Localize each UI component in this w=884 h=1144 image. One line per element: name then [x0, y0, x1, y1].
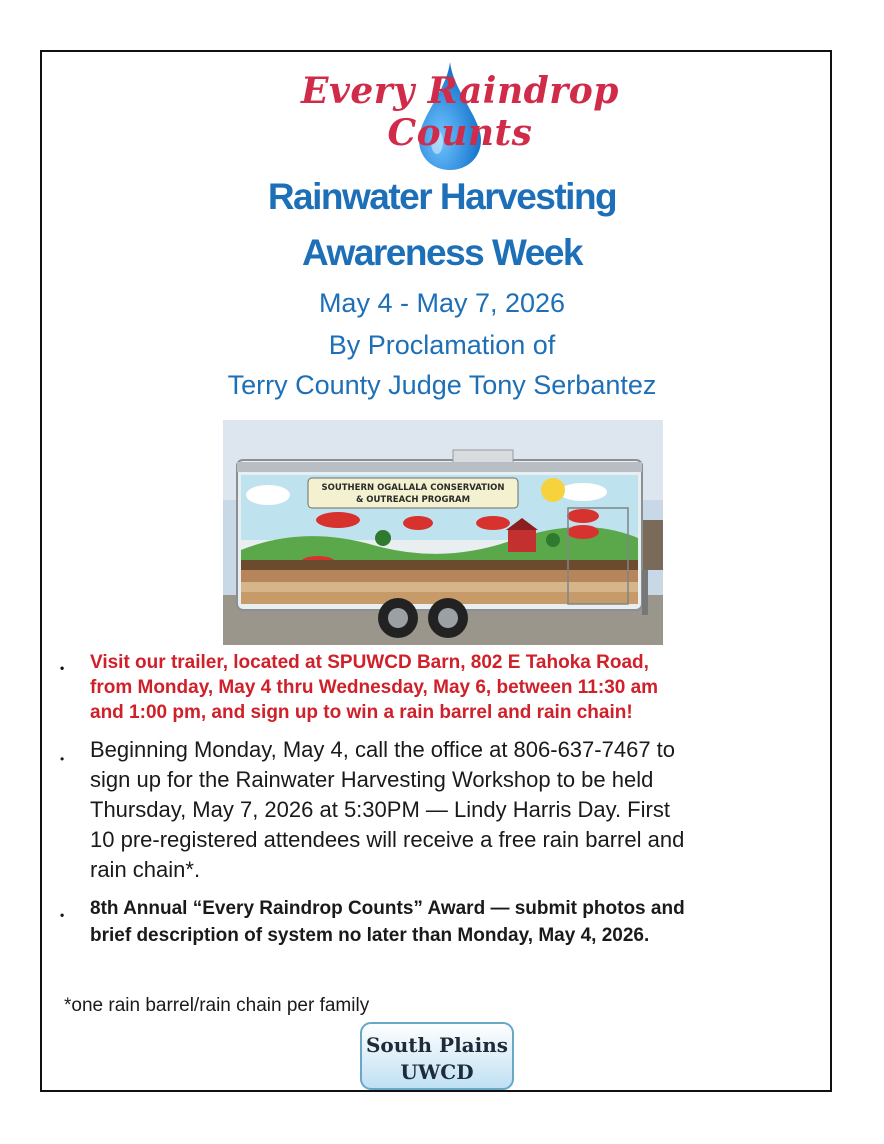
org-logo-line2: UWCD — [400, 1060, 474, 1084]
workshop-line4: 10 pre-registered attendees will receive a free rain barrel and — [90, 827, 685, 852]
page-title-line2: Awareness Week — [302, 232, 582, 273]
award-line2: brief description of system no later than Monday, May 4, 2026. — [90, 925, 650, 946]
every-raindrop-counts-logo — [265, 60, 655, 175]
bullet-icon: • — [60, 661, 65, 675]
trailer-photo — [223, 420, 663, 645]
south-plains-uwcd-logo — [360, 1022, 514, 1090]
list-item-award — [60, 895, 820, 949]
banner-text-2: & OUTREACH PROGRAM — [355, 495, 471, 505]
page-title-line1: Rainwater Harvesting — [267, 176, 617, 217]
proclamation-label: By Proclamation of — [328, 330, 556, 360]
list-item-workshop — [60, 735, 820, 885]
org-logo-line1: South Plains — [365, 1033, 509, 1057]
list-item-trailer-visit — [60, 650, 820, 725]
award-line1: 8th Annual “Every Raindrop Counts” Award — submit photos and — [90, 898, 685, 919]
workshop-line1: Beginning Monday, May 4, call the office at 806-637-7467 to — [90, 737, 676, 762]
bullet-icon: • — [60, 908, 65, 922]
info-list — [60, 650, 820, 949]
proclamation-judge: Terry County Judge Tony Serbantez — [227, 370, 657, 400]
event-dates: May 4 - May 7, 2026 — [318, 288, 566, 318]
banner-text-1: SOUTHERN OGALLALA CONSERVATION — [321, 483, 505, 493]
workshop-line3: Thursday, May 7, 2026 at 5:30PM — Lindy Harris Day. First — [90, 797, 670, 822]
trailer-visit-line2: from Monday, May 4 thru Wednesday, May 6, between 11:30 am — [90, 677, 659, 698]
footnote: *one rain barrel/rain chain per family — [64, 995, 370, 1016]
bullet-icon: • — [60, 752, 65, 766]
trailer-visit-line1: Visit our trailer, located at SPUWCD Barn, 802 E Tahoka Road, — [90, 652, 649, 673]
workshop-line5: rain chain*. — [90, 857, 201, 882]
trailer-visit-line3: and 1:00 pm, and sign up to win a rain barrel and rain chain! — [90, 702, 633, 723]
workshop-line2: sign up for the Rainwater Harvesting Workshop to be held — [90, 767, 654, 792]
logo-text: Every Raindrop Counts — [301, 70, 619, 154]
